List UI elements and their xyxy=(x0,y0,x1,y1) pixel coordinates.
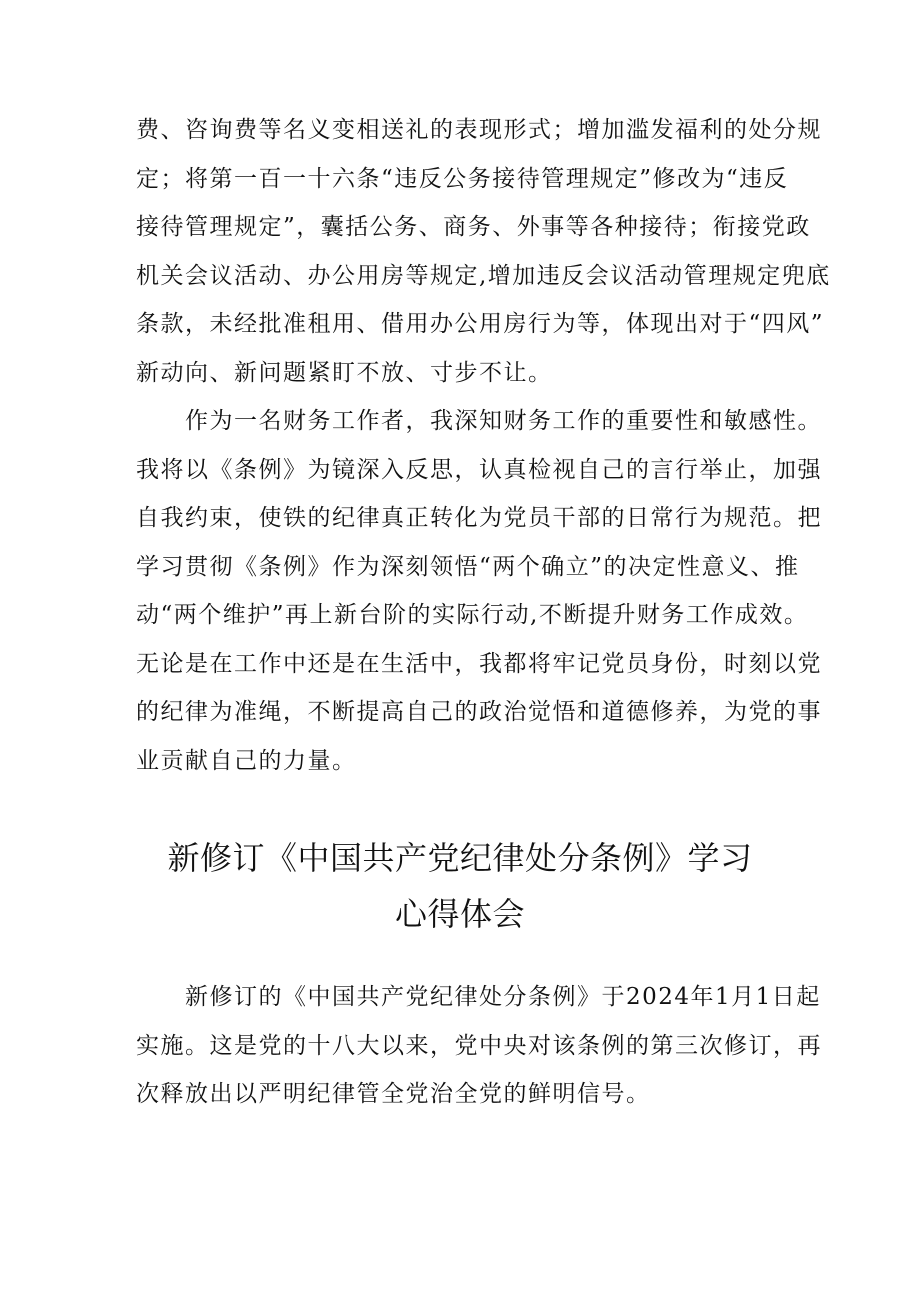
text-line: 新动向、新问题紧盯不放、寸步不让。 xyxy=(136,359,553,386)
text-line: 我将以《条例》为镜深入反思，认真检视自己的言行举止，加强 xyxy=(136,456,822,483)
text-line: 条款，未经批准租用、借用办公用房行为等，体现出对于“四风” xyxy=(136,311,825,337)
article-title xyxy=(80,830,840,942)
text-line: 机关会议活动、办公用房等规定,增加违反会议活动管理规定兜底 xyxy=(136,262,831,289)
paragraph-3 xyxy=(136,973,822,1119)
text-line: 接待管理规定”，囊括公务、商务、外事等各种接待；衔接党政 xyxy=(136,214,811,240)
text-line: 次释放出以严明纪律管全党治全党的鲜明信号。 xyxy=(136,1081,651,1107)
title-line: 新修订《中国共产党纪律处分条例》学习 xyxy=(167,839,753,877)
text-line: 新修订的《中国共产党纪律处分条例》于2024年1月1日起 xyxy=(136,984,821,1010)
paragraph-2 xyxy=(136,397,822,785)
text-line: 定；将第一百一十六条“违反公务接待管理规定”修改为“违反 xyxy=(136,165,789,192)
text-line: 自我约束，使铁的纪律真正转化为党员干部的日常行为规范。把 xyxy=(136,505,822,531)
text-line: 的纪律为准绳，不断提高自己的政治觉悟和道德修养，为党的事 xyxy=(136,699,822,725)
title-line: 心得体会 xyxy=(394,895,525,933)
text-line: 无论是在工作中还是在生活中，我都将牢记党员身份，时刻以党 xyxy=(136,650,822,677)
text-line: 学习贯彻《条例》作为深刻领悟“两个确立”的决定性意义、推 xyxy=(136,553,800,580)
text-line: 费、咨询费等名义变相送礼的表现形式；增加滥发福利的处分规 xyxy=(136,117,822,143)
text-line: 动“两个维护”再上新台阶的实际行动,不断提升财务工作成效。 xyxy=(136,602,809,628)
text-line: 实施。这是党的十八大以来，党中央对该条例的第三次修订，再 xyxy=(136,1032,822,1059)
text-line: 业贡献自己的力量。 xyxy=(136,747,357,774)
paragraph-1 xyxy=(136,106,831,397)
text-line: 作为一名财务工作者，我深知财务工作的重要性和敏感性。 xyxy=(136,408,822,434)
